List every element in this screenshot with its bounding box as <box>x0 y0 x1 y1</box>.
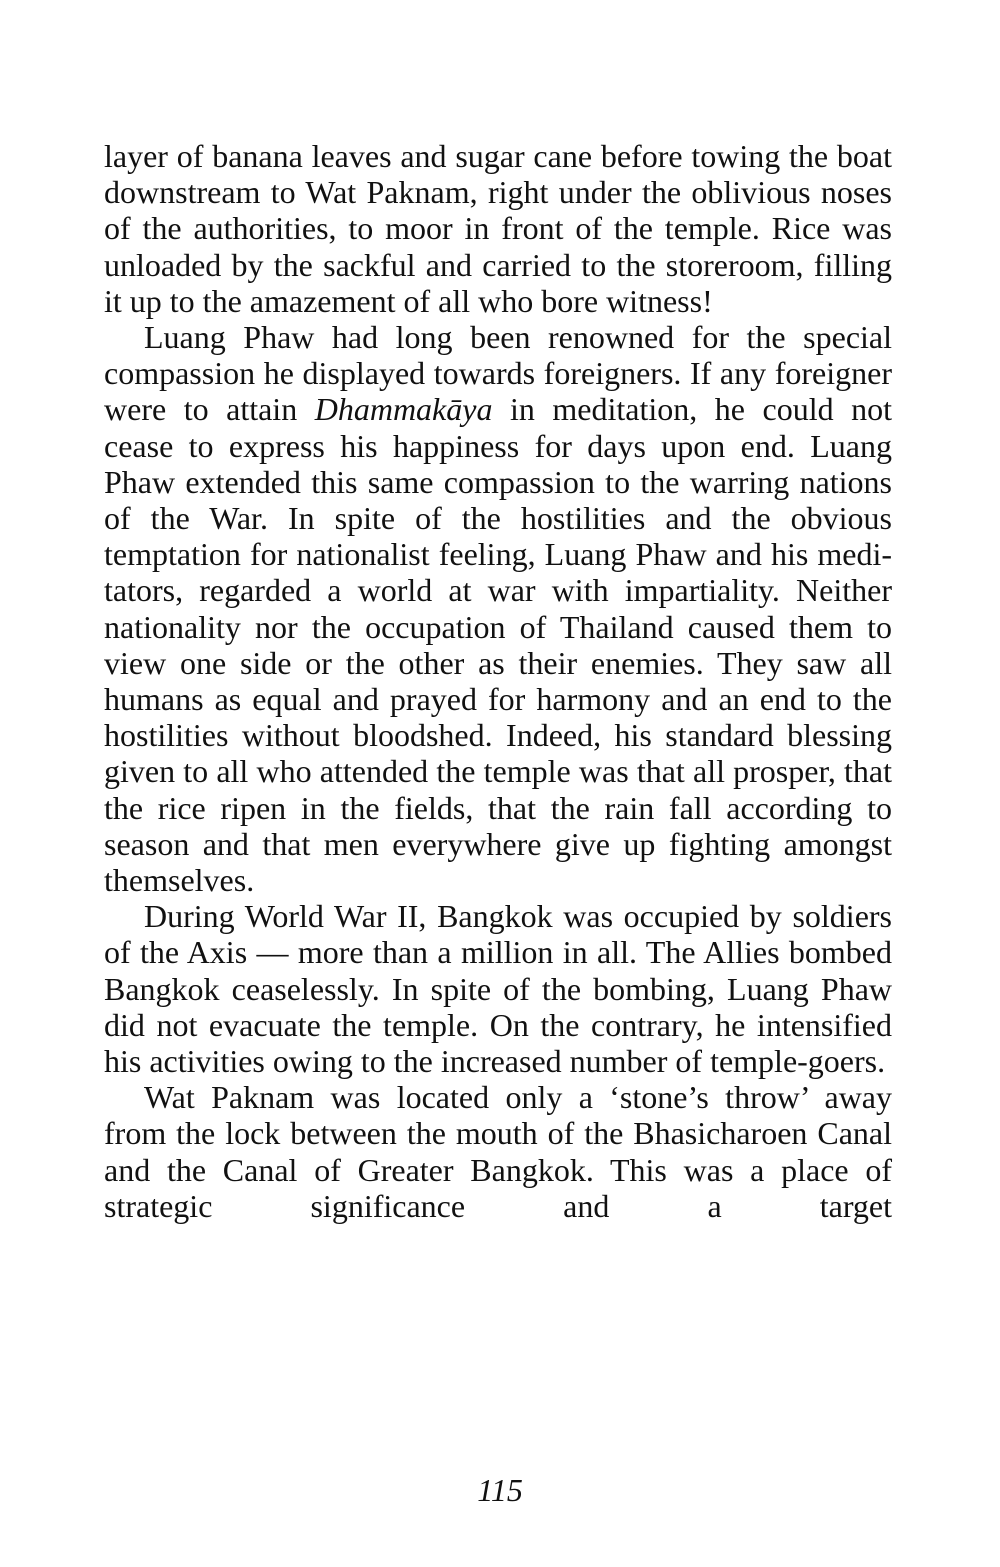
paragraph-2-end: in meditation, he could not cease to express his happiness for days upon end. Luang Phaw extended this same compassion to the warring nations of the War. In spite of the hostilities and the obvious temptation for nationalist feeling, Luang Phaw and his meditators, regarded a world at war with impartiality. Neither nationality nor the occupation of Thailand caused them to view one side or the other as their enemies. They saw all humans as equal and prayed for harmony and an end to the hostilities without bloodshed. Indeed, his standard blessing given to all who attended the temple was that all prosper, that the rice ripen in the fields, that the rain fall according to season and that men everywhere give up fighting amongst themselves. <box>104 391 893 899</box>
paragraph-3: During World War II, Bangkok was occupied by soldiers of the Axis — more than a million in all. The Allies bombed Bangkok ceaselessly. In spite of the bombing, Luang Phaw did not evacuate the temple. On the contrary, he intensified his activities owing to the increased number of temple-goers. <box>104 898 892 1080</box>
paragraph-2-start: Luang Phaw had long been renowned for the special compassion he displayed towards foreigners. If any foreigner were to attain <box>104 319 892 428</box>
page-number: 115 <box>477 1472 523 1508</box>
body-text <box>104 138 892 1224</box>
paragraph-1: layer of banana leaves and sugar cane before towing the boat downstream to Wat Paknam, right under the oblivious noses of the authorities, to moor in front of the temple. Rice was unloaded by the sackful and carried to the storeroom, filling it up to the amazement of all who bore witness! <box>104 138 892 319</box>
dhammakaya-term: Dhammakāya <box>314 391 493 428</box>
paragraph-2 <box>104 319 892 898</box>
paragraph-4: Wat Paknam was located only a ‘stone’s throw’ away from the lock between the mouth of the Bhasicharoen Canal and the Canal of Greater Bangkok. This was a place of strategic significance and a target <box>104 1079 892 1224</box>
